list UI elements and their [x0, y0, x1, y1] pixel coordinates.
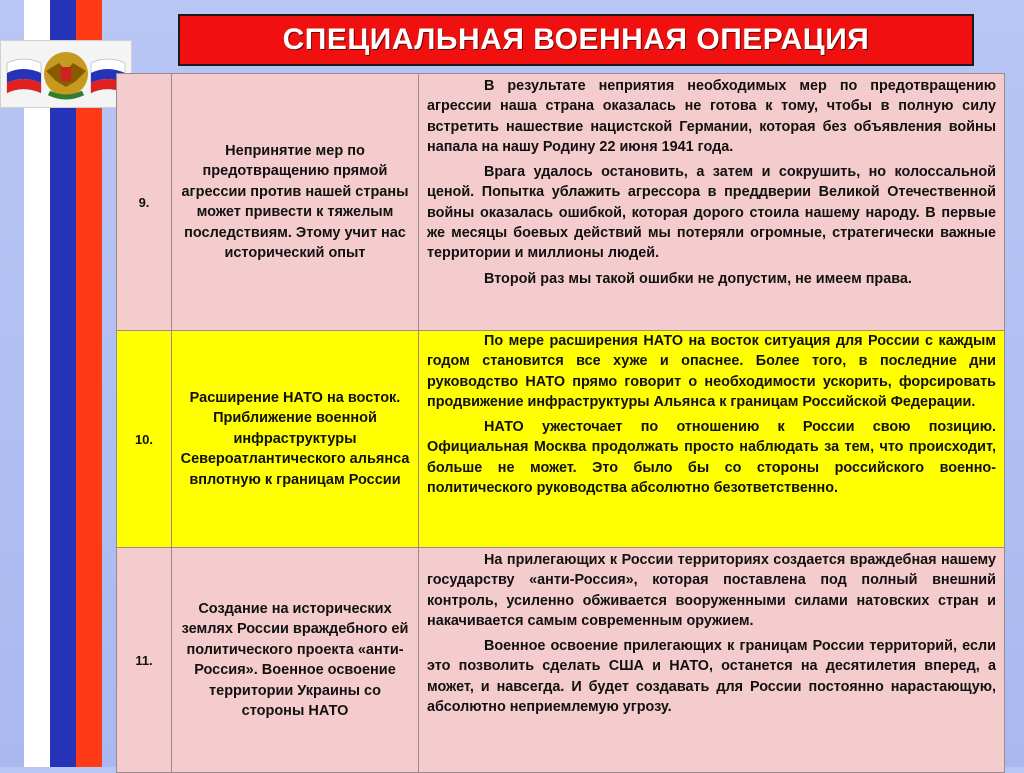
row-text	[419, 548, 1005, 773]
paragraph: Второй раз мы такой ошибки не допустим, не имеем права.	[484, 270, 912, 287]
table-row	[117, 548, 1005, 773]
table-row	[117, 74, 1005, 331]
row-number: 9.	[117, 74, 172, 331]
paragraph: Врага удалось остановить, а затем и сокрушить, но колоссальной ценой. Попытка ублажить агрессора в преддверии Великой Отечественной войны оказалась ошибкой, которая дорого стоила нашему народу. В первые же месяцы боевых действий мы потеряли огромные, стратегически важные территории и миллионы людей.	[427, 164, 996, 262]
paragraph: Военное освоение прилегающих к границам России территорий, если это позволить сделать США и НАТО, останется на десятилетия вперед, а может, и навсегда. И будет создавать для России постоянно нарастающую, абсолютно неприемлемую угрозу.	[427, 638, 996, 716]
flag-stripe-red	[76, 0, 102, 767]
flag-stripe-white	[24, 0, 50, 767]
table-row	[117, 331, 1005, 548]
russian-army-emblem-icon	[0, 40, 132, 108]
row-number: 10.	[117, 331, 172, 548]
row-text	[419, 74, 1005, 331]
flag-stripe-blue	[50, 0, 76, 767]
paragraph: НАТО ужесточает по отношению к России свою позицию. Официальная Москва продолжать просто наблюдать за тем, что происходит, больше не может. Это было бы со стороны российского военно-политического руководства абсолютно безответственно.	[427, 419, 996, 497]
row-text	[419, 331, 1005, 548]
row-heading: Расширение НАТО на восток. Приближение военной инфраструктуры Североатлантического альянса вплотную к границам России	[172, 331, 419, 548]
paragraph: По мере расширения НАТО на восток ситуация для России с каждым годом становится все хуже и опаснее. Более того, в последние дни руководство НАТО прямо говорит о необходимости ускорить, форсировать продвижение инфраструктуры Альянса к границам Российской Федерации.	[427, 333, 996, 410]
row-number: 11.	[117, 548, 172, 773]
measures-table	[116, 73, 1005, 773]
title-banner	[178, 14, 974, 66]
page-title: СПЕЦИАЛЬНАЯ ВОЕННАЯ ОПЕРАЦИЯ	[282, 23, 870, 56]
row-heading: Создание на исторических землях России враждебного ей политического проекта «анти-Россия». Военное освоение территории Украины со стороны НАТО	[172, 548, 419, 773]
paragraph: На прилегающих к России территориях создается враждебная нашему государству «анти-Россия», которая поставлена под полный внешний контроль, усиленно обживается вооруженными силами натовских стран и накачивается самым современным оружием.	[427, 552, 996, 629]
row-heading: Непринятие мер по предотвращению прямой агрессии против нашей страны может привести к тяжелым последствиям. Этому учит нас исторический опыт	[172, 74, 419, 331]
paragraph: В результате неприятия необходимых мер по предотвращению агрессии наша страна оказалась не готова к тому, чтобы в полную силу встретить нашествие нацистской Германии, которая без объявления войны напала на нашу Родину 22 июня 1941 года.	[427, 78, 996, 155]
